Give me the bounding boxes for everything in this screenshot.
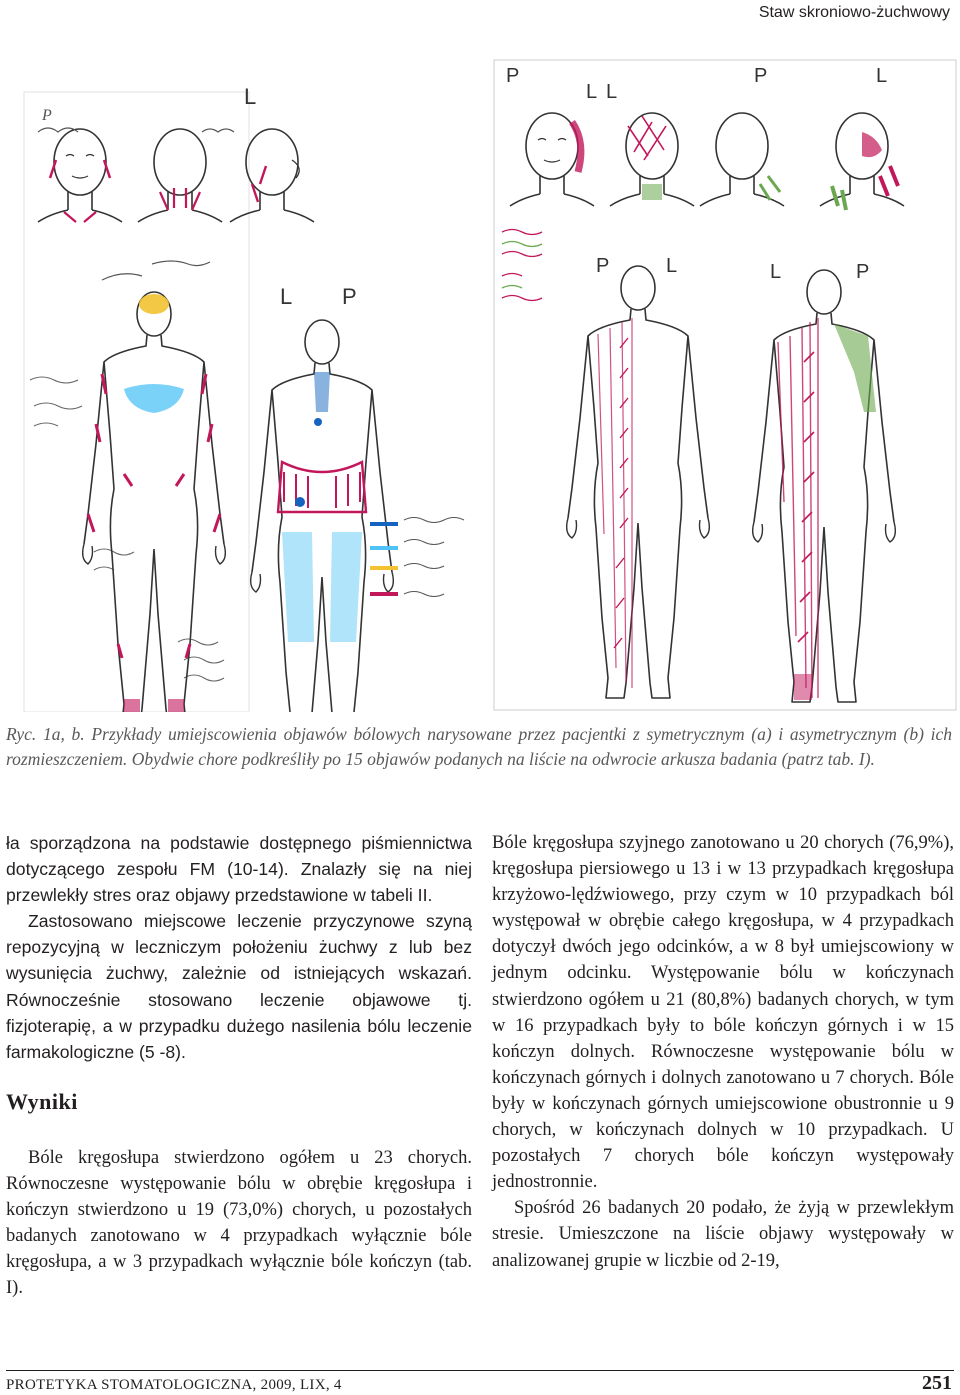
pain-drawing-figure	[2, 42, 958, 712]
footer-rule	[6, 1370, 954, 1371]
panel-b-body-label-p2: P	[856, 261, 870, 283]
panel-b-head-label-p: P	[506, 65, 520, 87]
journal-footer: PROTETYKA STOMATOLOGICZNA, 2009, LIX, 4	[6, 1377, 342, 1393]
left-column	[6, 830, 472, 1302]
panel-a-head-label-p: P	[42, 107, 52, 124]
panel-b	[502, 65, 904, 702]
panel-b-head-label-p2: P	[754, 65, 768, 87]
page-number: 251	[922, 1372, 952, 1394]
figure-caption: Ryc. 1a, b. Przykłady umiejscowienia objawów bólowych narysowane przez pacjentki z symetrycznym (a) i asymetrycznym (b) ich rozmieszczeniem. Obydwie chore podkreśliły po 15 objawów podanych na liście na odwrocie arkusza badania (patrz tab. I).	[6, 724, 952, 769]
right-column	[492, 830, 954, 1274]
section-title-results: Wyniki	[6, 1088, 78, 1114]
panel-a-head-label-l: L	[244, 84, 257, 109]
panel-b-body-label-p: P	[596, 255, 610, 277]
left-paragraph-1: ła sporządzona na podstawie dostępnego piśmiennictwa dotyczącego zespołu FM (10-14). Znalazły się na niej przewlekły stres oraz objawy przedstawione w tabeli II.	[6, 833, 472, 906]
panel-b-head-label-l2: L	[606, 81, 618, 103]
left-paragraph-3: Bóle kręgosłupa stwierdzono ogółem u 23 chorych. Równoczesne występowanie bólu w obrębie kręgosłupa i kończyn stwierdzono u 19 (73,0%) chorych, u pozostałych badanych zanotowano w 4 przypadkach wyłącznie bóle kręgosłupa, a w 3 przypadkach wyłącznie bóle kończyn (tab. I).	[6, 1147, 472, 1299]
running-title: Staw skroniowo-żuchwowy	[758, 4, 950, 21]
panel-a-body-label-l: L	[280, 284, 293, 309]
panel-a	[30, 84, 464, 712]
panel-b-head-label-l3: L	[876, 65, 888, 87]
right-paragraph-2: Spośród 26 badanych 20 podało, że żyją w przewlekłym stresie. Umieszczone na liście objawy występowały w analizowanej grupie w liczbie od 2-19,	[492, 1198, 954, 1271]
panel-b-head-label-l1: L	[586, 81, 598, 103]
panel-a-body-label-p: P	[342, 284, 357, 309]
panel-b-body-label-l2: L	[770, 261, 782, 283]
left-paragraph-2: Zastosowano miejscowe leczenie przyczynowe szyną repozycyjną w leczniczym położeniu żuchwy z lub bez wysunięcia żuchwy, zależnie od istniejących wskazań. Równocześnie stosowano leczenie objawowe tj. fizjoterapię, a w przypadku dużego nasilenia bólu leczenie farmakologiczne (5 -8).	[6, 911, 472, 1062]
right-paragraph-1: Bóle kręgosłupa szyjnego zanotowano u 20 chorych (76,9%), kręgosłupa piersiowego u 13 i w 13 przypadkach kręgosłupa krzyżowo-lędźwiowego, przy czym w 10 przypadkach ból występował w obrębie całego kręgosłupa, w 4 przypadkach dotyczył dwóch jego odcinków, a w 8 był umiejscowiony w jednym odcinku. Występowanie bólu w kończynach stwierdzono ogółem u 21 (80,8%) badanych chorych, w tym w 16 przypadkach były to bóle kończyn górnych i w 15 kończyn dolnych. Równoczesne występowanie bólu w kończynach górnych i dolnych zanotowano u 7 chorych. Bóle były w kończynach górnych umiejscowione obustronnie u 9 chorych, w kończynach dolnych w 10 przypadkach. U pozostałych 7 chorych bóle kończyn występowały jednostronnie.	[492, 833, 954, 1193]
panel-b-body-label-l: L	[666, 255, 678, 277]
